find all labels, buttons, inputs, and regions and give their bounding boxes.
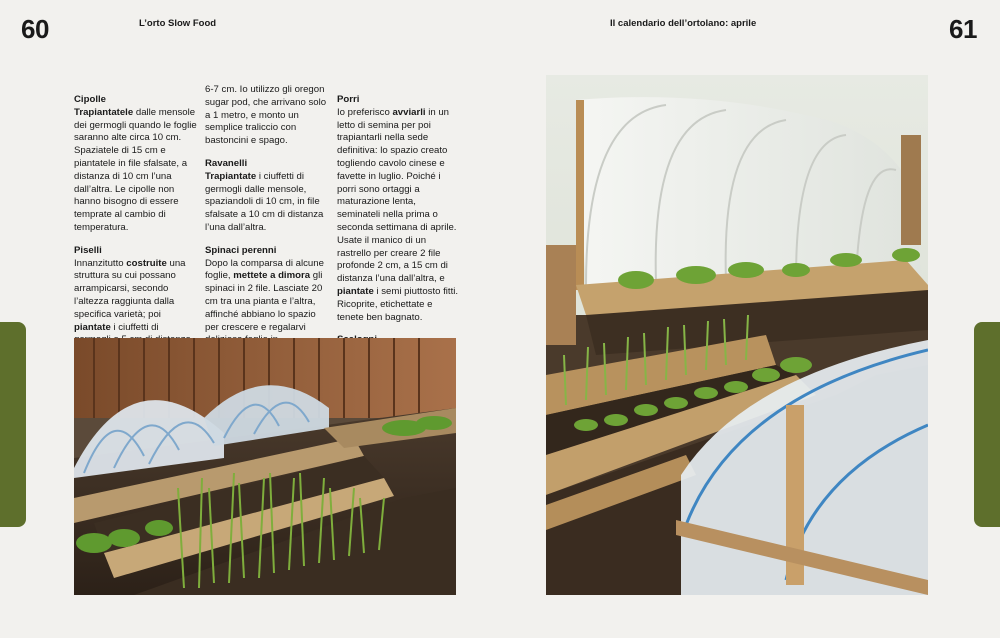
heading-spinaci: Spinaci perenni xyxy=(205,244,277,256)
lead-ravanelli: Trapiantate xyxy=(205,170,257,182)
running-title-left: L’orto Slow Food xyxy=(139,18,217,29)
heading-porri: Porri xyxy=(337,94,360,105)
body-spinaci-2: gli spinaci in 2 file. Lasciate 20 cm tra una pianta e l’altra, affinché abbiano lo spazio per crescere e regalarvi xyxy=(205,270,323,333)
body-ravanelli: i ciuffetti di germogli dalle mensole, spaziandoli di 10 cm, in file sfalsate a 10 cm di distanza l’una dall’altra. xyxy=(205,170,324,233)
lead-cipolle: Trapiantatele xyxy=(74,106,134,118)
body-porri-1: Io preferisco xyxy=(337,106,393,118)
body-cipolle: dalle mensole dei germogli quando le foglie saranno alte circa 10 cm. Spaziatele di 15 cm e piantatele in file sfalsate, a distanza di 10 cm l’una dall’altra. Le cipolle non hanno bisogno di essere temprate al cambio di temperatura. xyxy=(74,106,197,233)
heading-piselli: Piselli xyxy=(74,244,102,256)
page-number-left: 60 xyxy=(21,14,49,44)
photo-raised-beds-left xyxy=(74,338,456,595)
heading-cipolle: Cipolle xyxy=(74,94,106,105)
running-title-right: Il calendario dell’ortolano: aprile xyxy=(610,18,757,29)
body-porri-3: i semi piuttosto fitti. Ricoprite, etichettate e tenete ben bagnato. xyxy=(337,285,459,323)
chapter-tab-left xyxy=(0,322,26,527)
bold-porri-1: avviarli xyxy=(392,106,426,118)
chapter-tab-right xyxy=(974,322,1000,527)
body-piselli-cont: 6-7 cm. Io utilizzo gli oregon sugar pod, che arrivano solo a 1 metro, e monto un semplice traliccio con bastoncini e spago. xyxy=(205,84,327,147)
body-piselli-3: i ciuffetti di xyxy=(113,321,159,333)
bold-spinaci: mettete a dimora xyxy=(233,270,311,282)
body-piselli-2: una struttura su cui possano arrampicarsi, secondo l’altezza raggiunta dalla specifica varietà; poi xyxy=(74,257,186,320)
body-porri-2: in un letto di semina per poi trapiantarli nella sede definitiva: lo spazio creato togliendo cavolo cinese e favette in luglio. Poiché i porri sono ortaggi a maturazione lenta, seminateli nella prima o seconda settimana di aprile. Usate il manico di un rastrello per creare 2 file profonde 2 cm, a 15 cm di distanza l’una dall’altra, e xyxy=(337,106,457,285)
heading-ravanelli: Ravanelli xyxy=(205,157,248,169)
body-spinaci-1: Dopo la comparsa di alcune foglie, xyxy=(205,257,324,282)
page-number-right: 61 xyxy=(949,14,977,44)
bold-piselli-2: piantate xyxy=(74,321,111,333)
body-piselli-1: Innanzitutto xyxy=(74,257,127,269)
bold-porri-2: piantate xyxy=(337,285,374,297)
bold-piselli-1: costruite xyxy=(126,257,167,269)
text-column-2 xyxy=(205,84,329,370)
photo-greenhouse-right xyxy=(546,75,928,595)
